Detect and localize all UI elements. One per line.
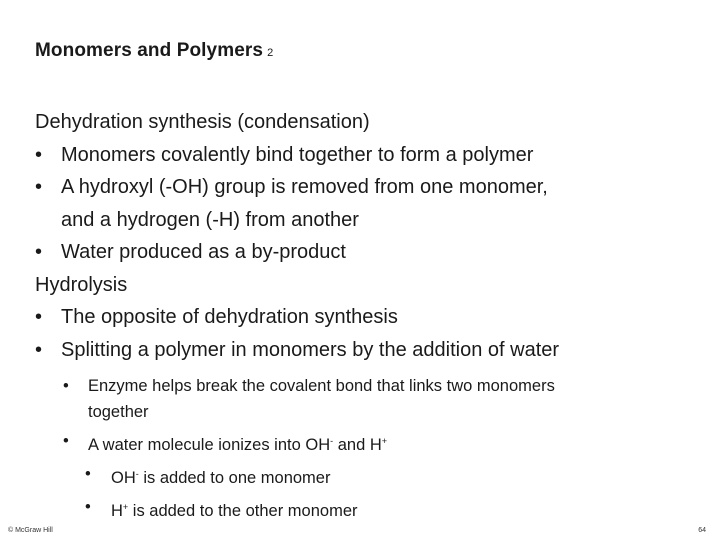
sub-sub-bullet-text: is added to the other monomer [132,502,358,520]
footer-page-number: 64 [698,527,706,534]
sub-sub-bullet-text: H [111,502,123,520]
footer-copyright: © McGraw Hill [8,527,53,534]
bullet-dot: • [63,432,69,450]
bullet-text: Monomers covalently bind together to form a polymer [61,143,534,166]
bullet-text-continuation: and a hydrogen (-H) from another [61,208,359,231]
slide-title [35,40,273,62]
sub-bullet-list [35,372,695,526]
superscript-plus: + [381,436,388,446]
sub-bullet-item [35,372,695,423]
bullet-dot: • [85,498,91,516]
sub-bullet-text: and H [337,436,382,454]
bullet-dot: • [35,338,43,361]
sub-sub-bullet-item [35,493,695,526]
bullet-item [35,139,695,172]
bullet-text: Water produced as a by-product [61,241,346,263]
bullet-item [35,236,695,269]
superscript-minus: - [135,469,139,479]
bullet-dot: • [35,176,43,198]
bullet-text: A hydroxyl (-OH) group is removed from one monomer, [61,176,548,198]
title-subscript: 2 [267,47,274,59]
sub-bullet-text: A water molecule ionizes into OH [88,436,331,454]
bullet-dot: • [35,241,43,263]
bullet-dot: • [85,465,91,483]
sub-bullet-text-continuation: together [88,403,149,421]
bullet-text: Splitting a polymer in monomers by the addition of water [61,338,560,361]
section-heading-hydrolysis: Hydrolysis [35,273,128,296]
sub-sub-bullet-text: is added to one monomer [143,469,331,487]
bullet-item [35,301,695,334]
bullet-dot: • [35,306,43,328]
superscript-minus: - [330,436,334,446]
sub-sub-bullet-item [35,460,695,493]
sub-sub-bullet-text: OH [111,469,136,487]
slide-body [35,106,695,526]
superscript-plus: + [122,502,129,512]
sub-bullet-text: Enzyme helps break the covalent bond that links two monomers [88,377,555,395]
bullet-item [35,171,695,236]
bullet-dot: • [63,377,69,395]
title-text: Monomers and Polymers [35,40,264,61]
bullet-item [35,334,695,367]
bullet-text: The opposite of dehydration synthesis [61,306,398,328]
section-heading-dehydration: Dehydration synthesis (condensation) [35,111,370,133]
bullet-dot: • [35,143,43,166]
sub-bullet-item [35,427,695,460]
